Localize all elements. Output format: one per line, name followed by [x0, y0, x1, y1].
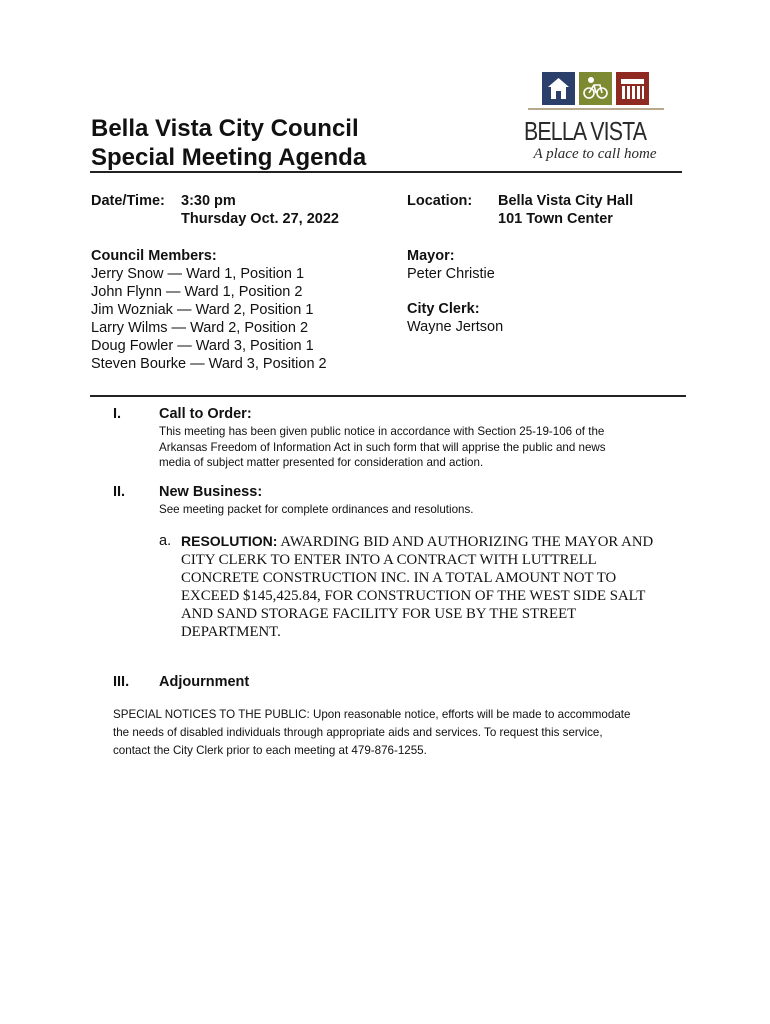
resolution-text: AWARDING BID AND AUTHORIZING THE MAYOR AND	[280, 534, 654, 550]
section-number: I.	[113, 406, 122, 422]
bicycle-icon	[579, 72, 612, 105]
section-number: III.	[113, 674, 130, 690]
section-heading-call-to-order: Call to Order:	[159, 406, 252, 422]
section-heading-adjournment: Adjournment	[159, 674, 250, 690]
meeting-time: 3:30 pm	[181, 193, 236, 209]
body-line: Arkansas Freedom of Information Act in such form that will apprise the public and news	[159, 440, 606, 454]
logo-tagline: A place to call home	[533, 146, 657, 162]
location-line-2: 101 Town Center	[498, 211, 613, 227]
resolution-line	[181, 532, 653, 551]
location-label: Location:	[407, 193, 473, 209]
meeting-date: Thursday Oct. 27, 2022	[181, 211, 339, 227]
clerk-label: City Clerk:	[407, 301, 480, 317]
resolution-line: AND SAND STORAGE FACILITY FOR USE BY THE STREET	[181, 606, 577, 622]
city-logo	[524, 72, 674, 172]
agenda-divider	[90, 395, 686, 397]
house-icon	[542, 72, 575, 105]
logo-divider	[528, 108, 664, 110]
datetime-label: Date/Time:	[91, 193, 165, 209]
resolution-line: CITY CLERK TO ENTER INTO A CONTRACT WITH LUTTRELL	[181, 552, 597, 568]
public-notice	[113, 706, 688, 760]
council-member: Doug Fowler — Ward 3, Position 1	[91, 338, 314, 354]
council-member: Jerry Snow — Ward 1, Position 1	[91, 266, 305, 282]
council-label: Council Members:	[91, 248, 217, 264]
section-heading-new-business: New Business:	[159, 484, 263, 500]
body-line: media of subject matter presented for consideration and action.	[159, 456, 484, 469]
council-members	[91, 247, 327, 373]
logo-wordmark: BELLA VISTA	[524, 116, 647, 146]
resolution-line: CONCRETE CONSTRUCTION INC. IN A TOTAL AMOUNT NOT TO	[181, 570, 617, 586]
item-letter: a.	[159, 533, 172, 549]
council-member: Steven Bourke — Ward 3, Position 2	[91, 356, 327, 372]
resolution-item	[181, 532, 653, 641]
section-number: II.	[113, 484, 126, 500]
resolution-line: DEPARTMENT.	[181, 624, 281, 640]
clerk-name: Wayne Jertson	[407, 319, 504, 335]
resolution-label: RESOLUTION:	[181, 533, 278, 549]
page-title	[91, 114, 366, 172]
location-line-1: Bella Vista City Hall	[498, 193, 634, 209]
mayor-label: Mayor:	[407, 248, 455, 264]
council-member: Jim Wozniak — Ward 2, Position 1	[91, 302, 314, 318]
resolution-line: EXCEED $145,425.84, FOR CONSTRUCTION OF THE WEST SIDE SALT	[181, 588, 646, 604]
header-divider	[90, 171, 682, 173]
council-member: Larry Wilms — Ward 2, Position 2	[91, 320, 309, 336]
notice-line: SPECIAL NOTICES TO THE PUBLIC: Upon reasonable notice, efforts will be made to accommodate	[113, 708, 631, 721]
call-to-order-body	[159, 424, 606, 471]
council-member: John Flynn — Ward 1, Position 2	[91, 284, 303, 300]
storefront-icon	[616, 72, 649, 105]
body-line: This meeting has been given public notice in accordance with Section 25-19-106 of the	[159, 425, 605, 438]
notice-line: the needs of disabled individuals through appropriate aids and services. To request this service,	[113, 726, 603, 739]
new-business-body: See meeting packet for complete ordinances and resolutions.	[159, 503, 474, 516]
mayor-name: Peter Christie	[407, 266, 495, 282]
notice-line: contact the City Clerk prior to each meeting at 479-876-1255.	[113, 744, 427, 757]
title-line-1: Bella Vista City Council	[91, 115, 359, 142]
title-line-2: Special Meeting Agenda	[91, 144, 367, 171]
